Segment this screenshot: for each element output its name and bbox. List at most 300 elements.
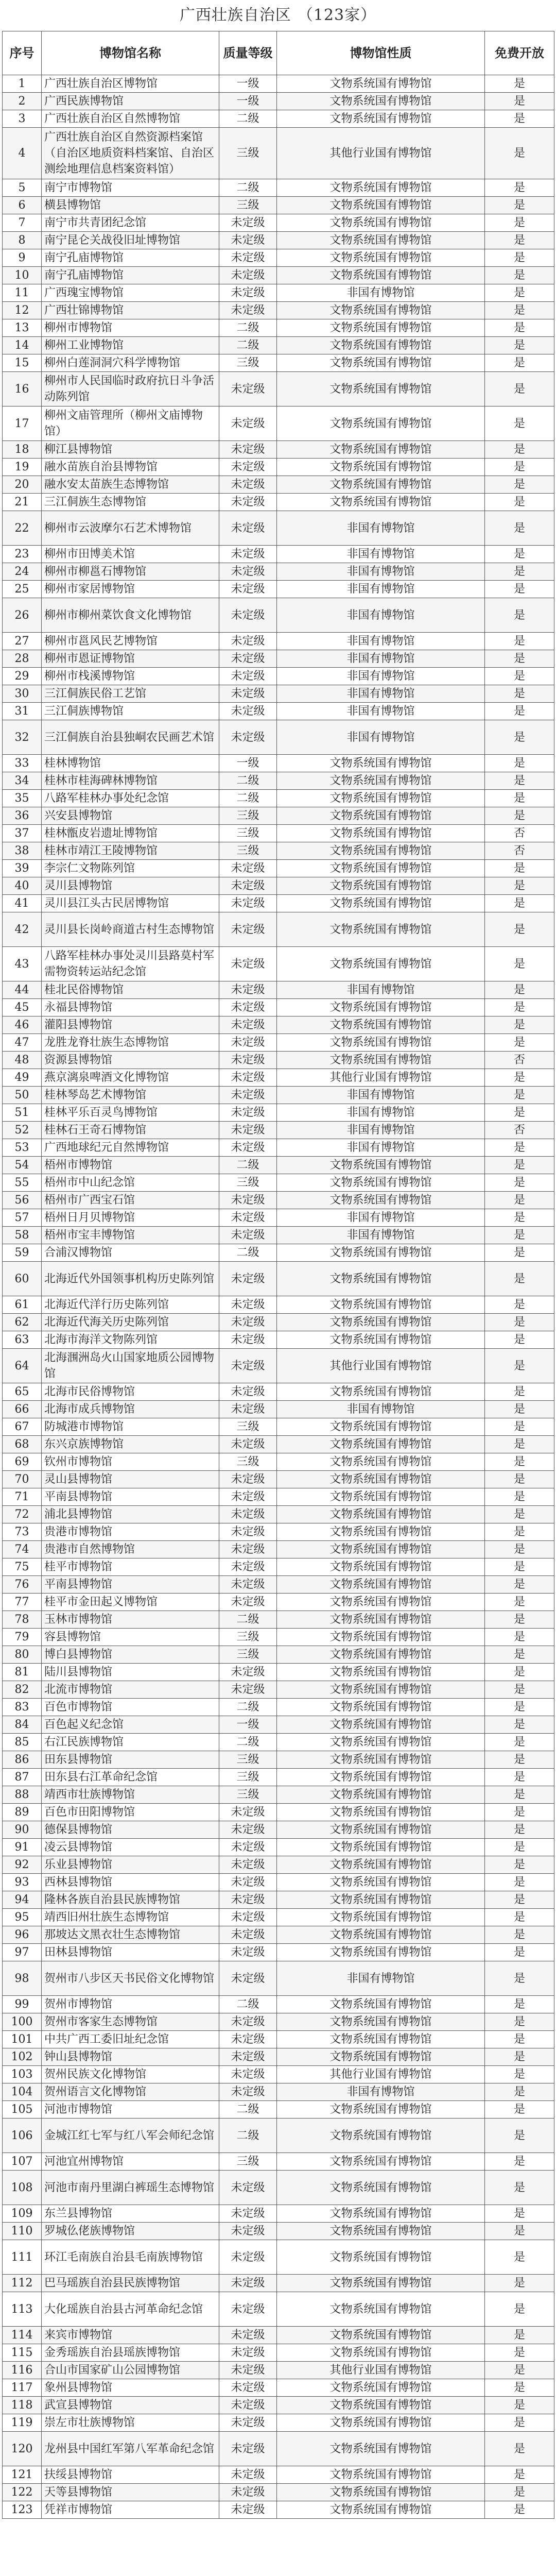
table-row (3, 1034, 554, 1052)
cell-no: 108 (3, 2171, 42, 2205)
table-row (3, 459, 554, 476)
cell-museum-name: 柳州市博物馆 (42, 319, 219, 337)
cell-grade: 未定级 (219, 2083, 277, 2101)
cell-free-admission: 是 (485, 441, 554, 459)
cell-grade: 未定级 (219, 685, 277, 703)
cell-nature: 文物系统国有博物馆 (277, 947, 485, 981)
cell-free-admission: 是 (485, 1418, 554, 1436)
cell-grade: 未定级 (219, 2292, 277, 2327)
cell-free-admission: 是 (485, 1944, 554, 1961)
cell-nature: 文物系统国有博物馆 (277, 1664, 485, 1681)
cell-nature: 文物系统国有博物馆 (277, 1629, 485, 1646)
cell-grade: 未定级 (219, 284, 277, 302)
table-row (3, 633, 554, 650)
table-row (3, 354, 554, 372)
cell-museum-name: 崇左市壮族博物馆 (42, 2414, 219, 2432)
cell-grade: 未定级 (219, 2171, 277, 2205)
cell-nature: 非国有博物馆 (277, 1087, 485, 1104)
cell-grade: 未定级 (219, 1436, 277, 1453)
cell-museum-name: 八路军桂林办事处纪念馆 (42, 790, 219, 807)
cell-museum-name: 贺州市八步区天书民俗文化博物馆 (42, 1961, 219, 1996)
cell-free-admission: 是 (485, 214, 554, 232)
cell-no: 93 (3, 1874, 42, 1891)
cell-nature: 非国有博物馆 (277, 511, 485, 546)
cell-museum-name: 柳州白莲洞洞穴科学博物馆 (42, 354, 219, 372)
table-row (3, 563, 554, 581)
table-row (3, 2379, 554, 2397)
cell-no: 3 (3, 110, 42, 128)
table-row (3, 1646, 554, 1664)
cell-museum-name: 河池市南丹里湖白裤瑶生态博物馆 (42, 2171, 219, 2205)
cell-museum-name: 柳州市栈溪博物馆 (42, 668, 219, 685)
cell-no: 80 (3, 1646, 42, 1664)
cell-museum-name: 融水安太苗族生态博物馆 (42, 476, 219, 494)
cell-grade: 未定级 (219, 1576, 277, 1594)
cell-nature: 文物系统国有博物馆 (277, 1576, 485, 1594)
cell-nature: 文物系统国有博物馆 (277, 1558, 485, 1576)
cell-no: 73 (3, 1523, 42, 1541)
cell-no: 9 (3, 249, 42, 267)
cell-grade: 未定级 (219, 1926, 277, 1944)
cell-museum-name: 梧州市广西宝石馆 (42, 1192, 219, 1209)
cell-no: 117 (3, 2379, 42, 2397)
table-row (3, 406, 554, 441)
cell-nature: 非国有博物馆 (277, 1401, 485, 1418)
cell-grade: 未定级 (219, 1034, 277, 1052)
cell-museum-name: 河池宜州博物馆 (42, 2153, 219, 2171)
cell-free-admission: 是 (485, 1139, 554, 1157)
cell-free-admission: 是 (485, 2205, 554, 2223)
cell-grade: 未定级 (219, 1909, 277, 1926)
cell-nature: 文物系统国有博物馆 (277, 2501, 485, 2519)
cell-nature: 文物系统国有博物馆 (277, 2397, 485, 2414)
cell-free-admission: 是 (485, 1646, 554, 1664)
cell-free-admission: 是 (485, 1611, 554, 1629)
cell-nature: 文物系统国有博物馆 (277, 1751, 485, 1769)
cell-museum-name: 百色市博物馆 (42, 1699, 219, 1716)
cell-free-admission: 是 (485, 1576, 554, 1594)
cell-no: 92 (3, 1856, 42, 1874)
table-row (3, 232, 554, 249)
cell-museum-name: 靖西市壮族博物馆 (42, 1786, 219, 1804)
cell-museum-name: 柳州文庙管理所（柳州文庙博物馆） (42, 406, 219, 441)
cell-nature: 非国有博物馆 (277, 1209, 485, 1227)
cell-no: 102 (3, 2048, 42, 2066)
cell-no: 30 (3, 685, 42, 703)
cell-museum-name: 环江毛南族自治县毛南族博物馆 (42, 2240, 219, 2275)
table-row (3, 1856, 554, 1874)
cell-no: 53 (3, 1139, 42, 1157)
cell-nature: 文物系统国有博物馆 (277, 1244, 485, 1262)
cell-no: 81 (3, 1664, 42, 1681)
cell-no: 118 (3, 2397, 42, 2414)
cell-free-admission: 是 (485, 860, 554, 877)
cell-no: 76 (3, 1576, 42, 1594)
cell-museum-name: 梧州市博物馆 (42, 1157, 219, 1174)
cell-no: 48 (3, 1052, 42, 1069)
cell-grade: 未定级 (219, 459, 277, 476)
cell-grade: 未定级 (219, 2362, 277, 2379)
cell-free-admission: 是 (485, 372, 554, 406)
cell-nature: 文物系统国有博物馆 (277, 877, 485, 895)
cell-free-admission: 是 (485, 2414, 554, 2432)
table-row (3, 302, 554, 319)
column-header-no: 序号 (3, 31, 42, 75)
cell-museum-name: 中共广西工委旧址纪念馆 (42, 2031, 219, 2048)
cell-free-admission: 是 (485, 1034, 554, 1052)
cell-no: 94 (3, 1891, 42, 1909)
cell-museum-name: 大化瑶族自治县古河革命纪念馆 (42, 2292, 219, 2327)
cell-free-admission: 是 (485, 1069, 554, 1087)
table-row (3, 197, 554, 214)
cell-no: 109 (3, 2205, 42, 2223)
cell-free-admission: 否 (485, 825, 554, 842)
cell-no: 36 (3, 807, 42, 825)
cell-nature: 非国有博物馆 (277, 581, 485, 598)
column-header-free: 免费开放 (485, 31, 554, 75)
cell-nature: 文物系统国有博物馆 (277, 1681, 485, 1699)
cell-free-admission: 是 (485, 703, 554, 720)
cell-museum-name: 兴安县博物馆 (42, 807, 219, 825)
cell-free-admission: 是 (485, 1104, 554, 1122)
cell-free-admission: 是 (485, 1734, 554, 1751)
cell-museum-name: 贵港市博物馆 (42, 1523, 219, 1541)
cell-no: 55 (3, 1174, 42, 1192)
cell-museum-name: 容县博物馆 (42, 1629, 219, 1646)
cell-museum-name: 靖西旧州壮族生态博物馆 (42, 1909, 219, 1926)
cell-free-admission: 是 (485, 2432, 554, 2466)
cell-no: 57 (3, 1209, 42, 1227)
cell-nature: 其他行业国有博物馆 (277, 1069, 485, 1087)
cell-free-admission: 是 (485, 650, 554, 668)
cell-museum-name: 柳州市恩证博物馆 (42, 650, 219, 668)
cell-nature: 文物系统国有博物馆 (277, 1174, 485, 1192)
table-row (3, 1069, 554, 1087)
table-row (3, 2223, 554, 2240)
cell-nature: 文物系统国有博物馆 (277, 1734, 485, 1751)
cell-museum-name: 横县博物馆 (42, 197, 219, 214)
cell-no: 16 (3, 372, 42, 406)
cell-no: 104 (3, 2083, 42, 2101)
table-row (3, 1052, 554, 1069)
cell-free-admission: 是 (485, 1594, 554, 1611)
cell-museum-name: 钦州市博物馆 (42, 1453, 219, 1471)
cell-no: 1 (3, 75, 42, 93)
cell-nature: 文物系统国有博物馆 (277, 1839, 485, 1856)
cell-grade: 未定级 (219, 1558, 277, 1576)
cell-grade: 二级 (219, 1157, 277, 1174)
table-row (3, 1699, 554, 1716)
table-row (3, 2414, 554, 2432)
table-row (3, 1839, 554, 1856)
cell-nature: 文物系统国有博物馆 (277, 214, 485, 232)
cell-nature: 文物系统国有博物馆 (277, 2153, 485, 2171)
cell-nature: 文物系统国有博物馆 (277, 1052, 485, 1069)
cell-no: 74 (3, 1541, 42, 1558)
cell-grade: 二级 (219, 772, 277, 790)
cell-free-admission: 是 (485, 1192, 554, 1209)
cell-museum-name: 贵港市自然博物馆 (42, 1541, 219, 1558)
cell-no: 24 (3, 563, 42, 581)
cell-nature: 文物系统国有博物馆 (277, 2031, 485, 2048)
table-row (3, 1523, 554, 1541)
cell-free-admission: 是 (485, 1401, 554, 1418)
cell-museum-name: 贺州语言文化博物馆 (42, 2083, 219, 2101)
table-row (3, 249, 554, 267)
cell-nature: 文物系统国有博物馆 (277, 1891, 485, 1909)
cell-nature: 文物系统国有博物馆 (277, 1488, 485, 1506)
table-row (3, 1664, 554, 1681)
table-row (3, 842, 554, 860)
cell-grade: 三级 (219, 842, 277, 860)
cell-no: 51 (3, 1104, 42, 1122)
cell-grade: 未定级 (219, 1262, 277, 1296)
cell-museum-name: 柳江县博物馆 (42, 441, 219, 459)
table-row (3, 912, 554, 947)
cell-grade: 未定级 (219, 494, 277, 511)
table-row (3, 2275, 554, 2292)
cell-no: 78 (3, 1611, 42, 1629)
cell-museum-name: 博白县博物馆 (42, 1646, 219, 1664)
cell-grade: 未定级 (219, 720, 277, 755)
cell-grade: 未定级 (219, 267, 277, 284)
cell-no: 82 (3, 1681, 42, 1699)
cell-grade: 三级 (219, 1629, 277, 1646)
cell-grade: 未定级 (219, 1471, 277, 1488)
cell-nature: 文物系统国有博物馆 (277, 1418, 485, 1436)
cell-no: 90 (3, 1821, 42, 1839)
cell-grade: 未定级 (219, 1523, 277, 1541)
cell-free-admission: 是 (485, 249, 554, 267)
cell-grade: 三级 (219, 1453, 277, 1471)
cell-grade: 一级 (219, 755, 277, 772)
cell-nature: 非国有博物馆 (277, 1139, 485, 1157)
cell-free-admission: 是 (485, 1541, 554, 1558)
cell-museum-name: 广西壮族自治区博物馆 (42, 75, 219, 93)
cell-no: 25 (3, 581, 42, 598)
table-row (3, 668, 554, 685)
table-row (3, 372, 554, 406)
table-row (3, 1122, 554, 1139)
cell-no: 95 (3, 1909, 42, 1926)
cell-grade: 三级 (219, 1769, 277, 1786)
table-row (3, 581, 554, 598)
cell-museum-name: 北海市民俗博物馆 (42, 1383, 219, 1401)
cell-grade: 未定级 (219, 1069, 277, 1087)
cell-no: 122 (3, 2484, 42, 2501)
cell-nature: 文物系统国有博物馆 (277, 1594, 485, 1611)
table-row (3, 1996, 554, 2013)
cell-no: 97 (3, 1944, 42, 1961)
cell-nature: 文物系统国有博物馆 (277, 807, 485, 825)
cell-grade: 未定级 (219, 511, 277, 546)
cell-free-admission: 是 (485, 2344, 554, 2362)
cell-museum-name: 柳州市田博美术馆 (42, 546, 219, 563)
cell-museum-name: 北海涠洲岛火山国家地质公园博物馆 (42, 1349, 219, 1383)
cell-museum-name: 广西壮锦博物馆 (42, 302, 219, 319)
table-row (3, 2153, 554, 2171)
cell-free-admission: 是 (485, 755, 554, 772)
table-row (3, 1436, 554, 1453)
cell-no: 41 (3, 895, 42, 912)
table-row (3, 1453, 554, 1471)
cell-free-admission: 是 (485, 2153, 554, 2171)
cell-nature: 文物系统国有博物馆 (277, 2327, 485, 2344)
cell-no: 86 (3, 1751, 42, 1769)
table-row (3, 1541, 554, 1558)
table-row (3, 1909, 554, 1926)
table-row (3, 1874, 554, 1891)
cell-grade: 三级 (219, 1174, 277, 1192)
table-row (3, 1786, 554, 1804)
cell-nature: 文物系统国有博物馆 (277, 1699, 485, 1716)
cell-grade: 未定级 (219, 912, 277, 947)
cell-museum-name: 桂林平乐百灵鸟博物馆 (42, 1104, 219, 1122)
cell-nature: 文物系统国有博物馆 (277, 1034, 485, 1052)
cell-museum-name: 广西瑰宝博物馆 (42, 284, 219, 302)
cell-museum-name: 三江侗族生态博物馆 (42, 494, 219, 511)
cell-grade: 未定级 (219, 232, 277, 249)
cell-no: 18 (3, 441, 42, 459)
cell-free-admission: 是 (485, 1157, 554, 1174)
cell-grade: 未定级 (219, 860, 277, 877)
cell-free-admission: 是 (485, 1821, 554, 1839)
cell-nature: 文物系统国有博物馆 (277, 1944, 485, 1961)
cell-nature: 文物系统国有博物馆 (277, 267, 485, 284)
cell-grade: 未定级 (219, 1104, 277, 1122)
cell-nature: 文物系统国有博物馆 (277, 476, 485, 494)
cell-grade: 未定级 (219, 598, 277, 633)
cell-nature: 文物系统国有博物馆 (277, 93, 485, 110)
table-row (3, 1961, 554, 1996)
cell-nature: 非国有博物馆 (277, 703, 485, 720)
table-row (3, 2240, 554, 2275)
table-row (3, 476, 554, 494)
cell-grade: 三级 (219, 1786, 277, 1804)
cell-no: 23 (3, 546, 42, 563)
table-row (3, 1769, 554, 1786)
cell-no: 100 (3, 2013, 42, 2031)
cell-nature: 文物系统国有博物馆 (277, 494, 485, 511)
cell-nature: 文物系统国有博物馆 (277, 1856, 485, 1874)
cell-museum-name: 田东县右江革命纪念馆 (42, 1769, 219, 1786)
cell-nature: 非国有博物馆 (277, 1961, 485, 1996)
cell-museum-name: 北海市成兵博物馆 (42, 1401, 219, 1418)
cell-free-admission: 是 (485, 1436, 554, 1453)
table-row (3, 284, 554, 302)
region-name: 广西壮族自治区 (179, 6, 291, 24)
cell-nature: 其他行业国有博物馆 (277, 1349, 485, 1383)
cell-nature: 其他行业国有博物馆 (277, 2362, 485, 2379)
cell-no: 17 (3, 406, 42, 441)
cell-museum-name: 柳州市邕风民艺博物馆 (42, 633, 219, 650)
cell-grade: 未定级 (219, 406, 277, 441)
table-row (3, 2083, 554, 2101)
cell-grade: 二级 (219, 179, 277, 197)
cell-no: 33 (3, 755, 42, 772)
cell-no: 27 (3, 633, 42, 650)
cell-grade: 三级 (219, 197, 277, 214)
cell-museum-name: 北海近代洋行历史陈列馆 (42, 1296, 219, 1314)
table-row (3, 1227, 554, 1244)
table-row (3, 337, 554, 354)
cell-no: 110 (3, 2223, 42, 2240)
cell-free-admission: 是 (485, 2119, 554, 2153)
cell-grade: 未定级 (219, 877, 277, 895)
cell-no: 59 (3, 1244, 42, 1262)
cell-grade: 二级 (219, 2119, 277, 2153)
cell-museum-name: 天等县博物馆 (42, 2484, 219, 2501)
cell-grade: 未定级 (219, 1139, 277, 1157)
cell-nature: 文物系统国有博物馆 (277, 790, 485, 807)
cell-free-admission: 是 (485, 1349, 554, 1383)
cell-nature: 非国有博物馆 (277, 2083, 485, 2101)
cell-no: 42 (3, 912, 42, 947)
cell-museum-name: 南宁市共青团纪念馆 (42, 214, 219, 232)
cell-museum-name: 河池市博物馆 (42, 2101, 219, 2119)
cell-free-admission: 是 (485, 2083, 554, 2101)
cell-free-admission: 是 (485, 668, 554, 685)
cell-nature: 文物系统国有博物馆 (277, 337, 485, 354)
cell-no: 40 (3, 877, 42, 895)
cell-no: 38 (3, 842, 42, 860)
cell-museum-name: 李宗仁文物陈列馆 (42, 860, 219, 877)
cell-nature: 文物系统国有博物馆 (277, 372, 485, 406)
cell-museum-name: 德保县博物馆 (42, 1821, 219, 1839)
table-row (3, 214, 554, 232)
cell-museum-name: 贺州市客家生态博物馆 (42, 2013, 219, 2031)
cell-museum-name: 南宁市博物馆 (42, 179, 219, 197)
table-row (3, 703, 554, 720)
cell-nature: 文物系统国有博物馆 (277, 2171, 485, 2205)
cell-grade: 未定级 (219, 546, 277, 563)
cell-museum-name: 凌云县博物馆 (42, 1839, 219, 1856)
table-row (3, 999, 554, 1016)
cell-free-admission: 是 (485, 1961, 554, 1996)
table-row (3, 1383, 554, 1401)
cell-grade: 一级 (219, 75, 277, 93)
cell-no: 107 (3, 2153, 42, 2171)
table-row (3, 1734, 554, 1751)
cell-grade: 未定级 (219, 476, 277, 494)
cell-museum-name: 梧州市宝丰博物馆 (42, 1227, 219, 1244)
cell-nature: 文物系统国有博物馆 (277, 2119, 485, 2153)
cell-no: 88 (3, 1786, 42, 1804)
cell-museum-name: 融水苗族自治县博物馆 (42, 459, 219, 476)
table-row (3, 1314, 554, 1331)
cell-museum-name: 隆林各族自治县民族博物馆 (42, 1891, 219, 1909)
cell-museum-name: 北海近代外国领事机构历史陈列馆 (42, 1262, 219, 1296)
cell-nature: 文物系统国有博物馆 (277, 825, 485, 842)
table-row (3, 1471, 554, 1488)
cell-museum-name: 广西民族博物馆 (42, 93, 219, 110)
table-row (3, 755, 554, 772)
cell-grade: 未定级 (219, 2048, 277, 2066)
cell-museum-name: 北海近代海关历史陈列馆 (42, 1314, 219, 1331)
table-row (3, 1629, 554, 1646)
cell-no: 119 (3, 2414, 42, 2432)
cell-museum-name: 三江侗族民俗工艺馆 (42, 685, 219, 703)
cell-grade: 未定级 (219, 1227, 277, 1244)
cell-nature: 文物系统国有博物馆 (277, 1471, 485, 1488)
cell-museum-name: 东兰县博物馆 (42, 2205, 219, 2223)
table-row (3, 2432, 554, 2466)
cell-no: 26 (3, 598, 42, 633)
cell-no: 35 (3, 790, 42, 807)
table-row (3, 860, 554, 877)
table-row (3, 877, 554, 895)
cell-free-admission: 是 (485, 772, 554, 790)
